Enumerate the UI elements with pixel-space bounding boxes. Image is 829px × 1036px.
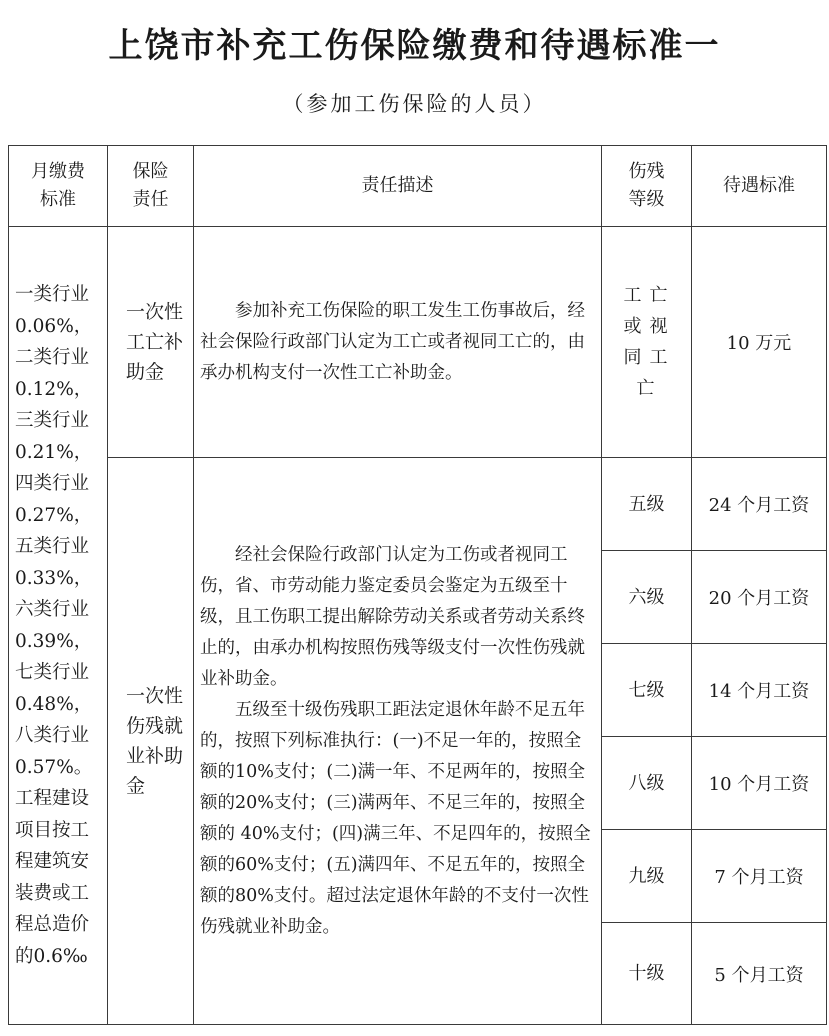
table-row bbox=[9, 458, 827, 551]
benefit-table bbox=[8, 145, 827, 1025]
duty-disability-employment-subsidy: 一次性伤残就业补助金 bbox=[126, 685, 184, 797]
monthly-fee-rates: 一类行业0.06%，二类行业0.12%，三类行业0.21%，四类行业0.27%，五类行业0.33%，六类行业0.39%，七类行业0.48%，八类行业0.57%。工程建设项目按工程建筑安装费或工程总造价的0.6‰ bbox=[9, 227, 108, 1025]
duty-death-benefit: 一次性工亡补助金 bbox=[126, 301, 184, 383]
grade-level-5: 五级 bbox=[602, 458, 692, 551]
grade-level-6: 六级 bbox=[602, 551, 692, 644]
page-subtitle: （参加工伤保险的人员） bbox=[282, 92, 547, 116]
grade-level-7: 七级 bbox=[602, 644, 692, 737]
grade-level-8: 八级 bbox=[602, 737, 692, 830]
header-monthly-fee: 月缴费标准 bbox=[31, 161, 85, 210]
benefit-level-8: 10 个月工资 bbox=[692, 737, 827, 830]
grade-level-10: 十级 bbox=[602, 923, 692, 1025]
benefit-death: 10 万元 bbox=[692, 227, 827, 458]
benefit-level-9: 7 个月工资 bbox=[692, 830, 827, 923]
header-description: 责任描述 bbox=[194, 146, 602, 227]
grade-level-9: 九级 bbox=[602, 830, 692, 923]
header-insurance-duty: 保险责任 bbox=[132, 161, 169, 210]
benefit-level-10: 5 个月工资 bbox=[692, 923, 827, 1025]
description-disability-p2: 五级至十级伤残职工距法定退休年龄不足五年的，按照下列标准执行：(一)不足一年的，按照全额的10%支付；(二)满一年、不足两年的，按照全额的20%支付；(三)满两年、不足三年的，按照全额的 40%支付；(四)满三年、不足四年的，按照全额的60%支付；(五)满四年、不足五年的，按照全额的80%支付。超过法定退休年龄的不支付一次性伤残就业补助金。 bbox=[200, 699, 591, 937]
header-benefit-standard: 待遇标准 bbox=[692, 146, 827, 227]
description-death-benefit: 参加补充工伤保险的职工发生工伤事故后，经社会保险行政部门认定为工亡或者视同工亡的，由承办机构支付一次性工亡补助金。 bbox=[200, 300, 585, 383]
header-disability-grade: 伤残等级 bbox=[628, 161, 665, 210]
page-title: 上饶市补充工伤保险缴费和待遇标准一 bbox=[108, 26, 721, 66]
description-disability-p1: 经社会保险行政部门认定为工伤或者视同工伤，省、市劳动能力鉴定委员会鉴定为五级至十级，且工伤职工提出解除劳动关系或者劳动关系终止的，由承办机构按照伤残等级支付一次性伤残就业补助金。 bbox=[200, 544, 585, 689]
benefit-level-7: 14 个月工资 bbox=[692, 644, 827, 737]
benefit-level-6: 20 个月工资 bbox=[692, 551, 827, 644]
grade-death: 工亡或视同工亡 bbox=[623, 285, 676, 399]
benefit-level-5: 24 个月工资 bbox=[692, 458, 827, 551]
table-row bbox=[9, 227, 827, 458]
table-header-row bbox=[9, 146, 827, 227]
